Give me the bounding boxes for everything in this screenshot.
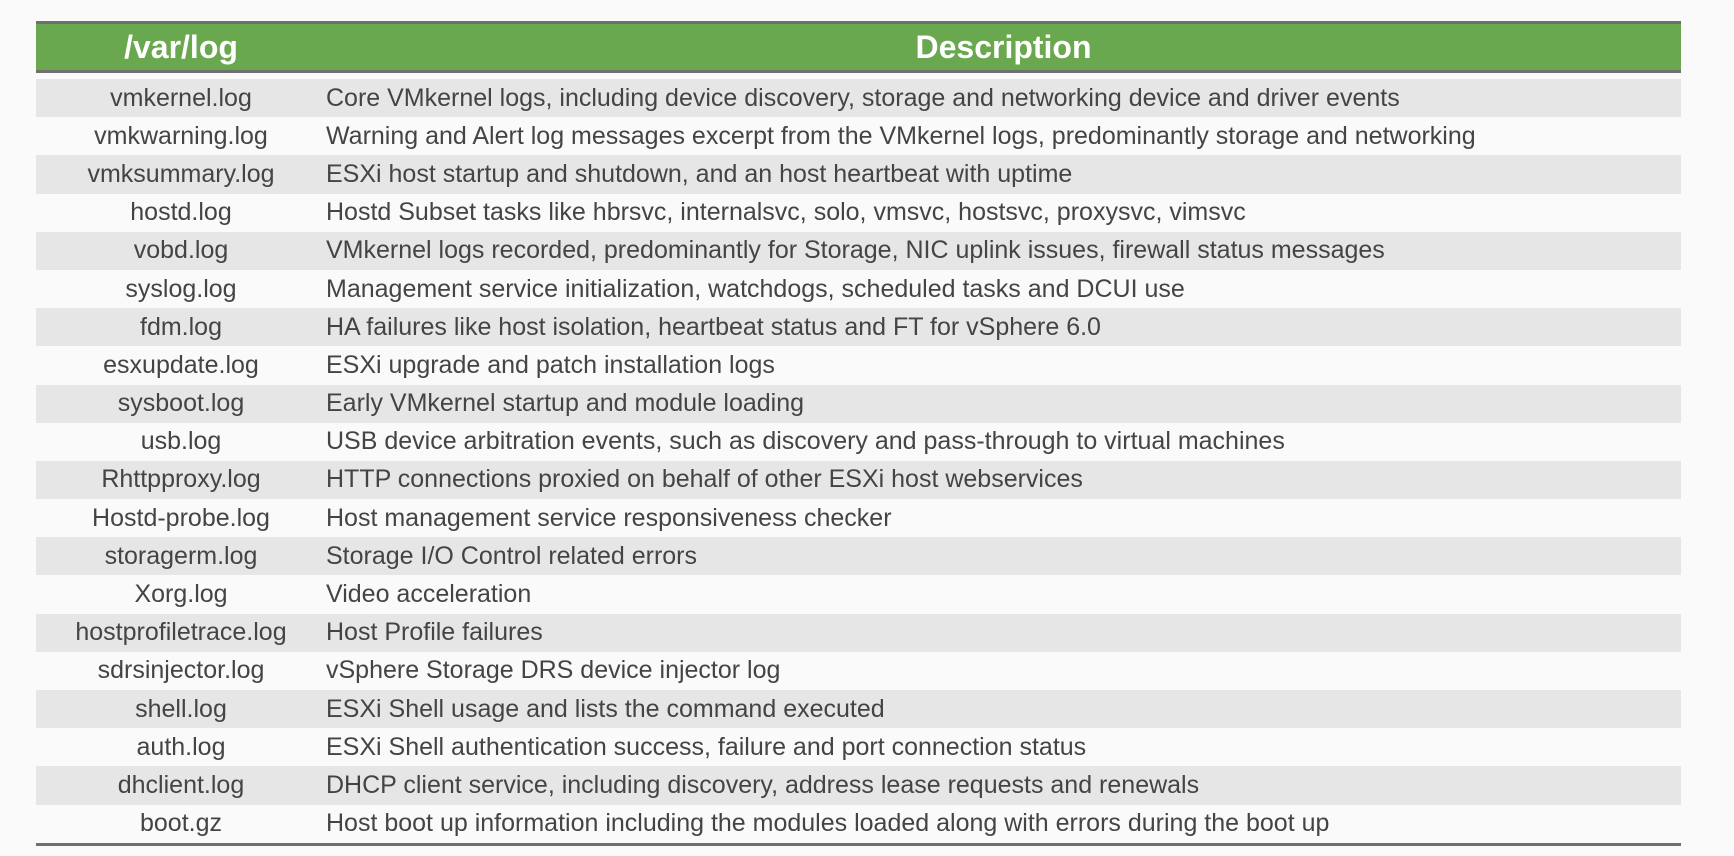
log-description: Hostd Subset tasks like hbrsvc, internalsvc, solo, vmsvc, hostsvc, proxysvc, vimsvc <box>326 198 1246 227</box>
log-file-name: fdm.log <box>140 312 222 341</box>
table-row <box>36 461 1681 499</box>
table-row <box>36 805 1681 843</box>
log-description: Video acceleration <box>326 580 532 609</box>
log-description: ESXi Shell usage and lists the command executed <box>326 694 885 723</box>
log-description: HTTP connections proxied on behalf of other ESXi host webservices <box>326 465 1083 494</box>
table-header <box>36 24 1681 70</box>
log-files-table <box>36 21 1681 846</box>
log-file-name: usb.log <box>140 427 222 456</box>
log-file-name: shell.log <box>135 694 227 723</box>
log-file-name: auth.log <box>136 732 226 761</box>
table-body <box>36 79 1681 843</box>
table-row <box>36 690 1681 728</box>
table-row <box>36 117 1681 155</box>
log-description: Warning and Alert log messages excerpt from the VMkernel logs, predominantly storage and networking <box>326 121 1476 150</box>
log-file-name: sdrsinjector.log <box>97 656 265 685</box>
table-row <box>36 308 1681 346</box>
log-description: USB device arbitration events, such as discovery and pass-through to virtual machines <box>326 427 1285 456</box>
log-description: ESXi Shell authentication success, failure and port connection status <box>326 732 1087 761</box>
log-file-name: boot.gz <box>139 809 222 838</box>
table-row <box>36 652 1681 690</box>
header-divider <box>36 70 1681 73</box>
log-description: HA failures like host isolation, heartbeat status and FT for vSphere 6.0 <box>326 312 1101 341</box>
table-row <box>36 346 1681 384</box>
log-file-name: vmkwarning.log <box>94 121 268 150</box>
bottom-divider <box>36 843 1681 846</box>
table-row <box>36 155 1681 193</box>
log-file-name: Xorg.log <box>134 580 228 609</box>
table-row <box>36 537 1681 575</box>
log-description: Core VMkernel logs, including device discovery, storage and networking device and driver events <box>326 83 1400 112</box>
log-description: Host boot up information including the modules loaded along with errors during the boot up <box>326 809 1330 838</box>
table-row <box>36 728 1681 766</box>
table-row <box>36 270 1681 308</box>
table-row <box>36 575 1681 613</box>
log-description: ESXi upgrade and patch installation logs <box>326 350 775 379</box>
log-description: VMkernel logs recorded, predominantly for Storage, NIC uplink issues, firewall status messages <box>326 236 1385 265</box>
log-file-name: vobd.log <box>133 236 229 265</box>
table-row <box>36 423 1681 461</box>
log-description: Host management service responsiveness checker <box>326 503 892 532</box>
header-description: Description <box>915 28 1092 65</box>
log-file-name: Rhttpproxy.log <box>101 465 261 494</box>
table-row <box>36 79 1681 117</box>
log-file-name: hostprofiletrace.log <box>75 618 287 647</box>
log-description: Storage I/O Control related errors <box>326 541 697 570</box>
log-file-name: vmksummary.log <box>87 159 275 188</box>
log-file-name: storagerm.log <box>104 541 258 570</box>
log-file-name: Hostd-probe.log <box>92 503 270 532</box>
log-description: Host Profile failures <box>326 618 543 647</box>
log-file-name: dhclient.log <box>117 770 245 799</box>
log-description: vSphere Storage DRS device injector log <box>326 656 781 685</box>
table-row <box>36 766 1681 804</box>
table-row <box>36 194 1681 232</box>
header-var-log: /var/log <box>124 28 238 65</box>
table-row <box>36 614 1681 652</box>
log-description: Management service initialization, watchdogs, scheduled tasks and DCUI use <box>326 274 1185 303</box>
table-row <box>36 499 1681 537</box>
log-file-name: hostd.log <box>130 198 232 227</box>
log-file-name: syslog.log <box>125 274 237 303</box>
log-description: Early VMkernel startup and module loading <box>326 389 805 418</box>
log-file-name: vmkernel.log <box>110 83 252 112</box>
log-description: ESXi host startup and shutdown, and an host heartbeat with uptime <box>326 159 1073 188</box>
log-description: DHCP client service, including discovery, address lease requests and renewals <box>326 770 1200 799</box>
table-row <box>36 385 1681 423</box>
log-file-name: sysboot.log <box>117 389 245 418</box>
log-file-name: esxupdate.log <box>103 350 259 379</box>
table-row <box>36 232 1681 270</box>
